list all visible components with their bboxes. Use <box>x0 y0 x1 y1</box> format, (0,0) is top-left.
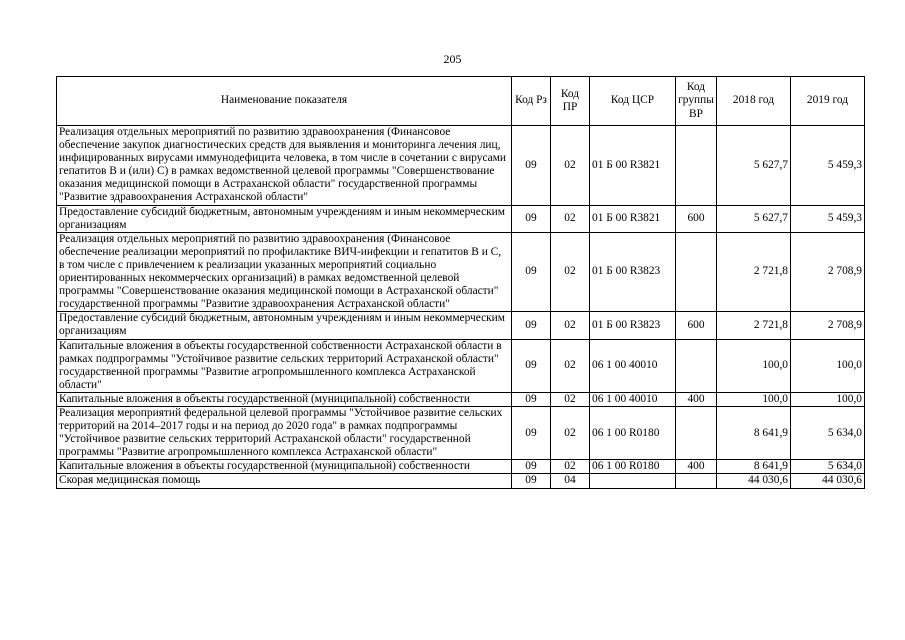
row-2019: 100,0 <box>791 339 865 392</box>
row-2018: 8 641,9 <box>717 406 791 459</box>
row-pr: 02 <box>551 392 590 406</box>
row-name: Капитальные вложения в объекты государственной собственности Астраханской области в рамках подпрограммы "Устойчивое развитие сельских территорий Астраханской области" государственной программы "Развитие агропромышленного комплекса Астраханской области" <box>57 339 512 392</box>
row-csr <box>590 474 676 488</box>
row-rz: 09 <box>512 474 551 488</box>
row-csr: 01 Б 00 R3823 <box>590 232 676 312</box>
row-name: Предоставление субсидий бюджетным, автономным учреждениям и иным некоммерческим организациям <box>57 205 512 232</box>
row-2018: 2 721,8 <box>717 232 791 312</box>
header-pr: Код ПР <box>551 77 590 126</box>
table-row <box>57 126 865 206</box>
row-2018: 8 641,9 <box>717 460 791 474</box>
row-name: Скорая медицинская помощь <box>57 474 512 488</box>
table-header-row <box>57 77 865 126</box>
row-csr: 06 1 00 R0180 <box>590 406 676 459</box>
row-pr: 02 <box>551 312 590 339</box>
table-row <box>57 474 865 488</box>
row-2019: 5 459,3 <box>791 205 865 232</box>
table-row <box>57 392 865 406</box>
row-pr: 02 <box>551 339 590 392</box>
row-2019: 100,0 <box>791 392 865 406</box>
table-row <box>57 406 865 459</box>
row-csr: 06 1 00 40010 <box>590 392 676 406</box>
row-rz: 09 <box>512 232 551 312</box>
row-rz: 09 <box>512 312 551 339</box>
header-name: Наименование показателя <box>57 77 512 126</box>
budget-table <box>56 76 865 489</box>
table-row <box>57 205 865 232</box>
row-name: Капитальные вложения в объекты государственной (муниципальной) собственности <box>57 460 512 474</box>
header-2018: 2018 год <box>717 77 791 126</box>
row-rz: 09 <box>512 126 551 206</box>
row-2018: 5 627,7 <box>717 205 791 232</box>
row-csr: 06 1 00 40010 <box>590 339 676 392</box>
header-vr: Код группы ВР <box>676 77 717 126</box>
row-name: Реализация отдельных мероприятий по развитию здравоохранения (Финансовое обеспечение закупок диагностических средств для выявления и мониторинга лечения лиц, инфицированных вирусами иммунодефицита человека, в том числе в сочетании с вирусами гепатитов В и (или) С) в рамках ведомственной целевой программы "Совершенствование оказания медицинской помощи в Астраханской области" государственной программы "Развитие здравоохранения Астраханской области" <box>57 126 512 206</box>
row-2018: 100,0 <box>717 392 791 406</box>
row-pr: 02 <box>551 232 590 312</box>
row-vr <box>676 406 717 459</box>
table-row <box>57 339 865 392</box>
row-2019: 2 708,9 <box>791 232 865 312</box>
row-2019: 5 459,3 <box>791 126 865 206</box>
header-2019: 2019 год <box>791 77 865 126</box>
page-number: 205 <box>443 52 462 66</box>
row-2018: 100,0 <box>717 339 791 392</box>
row-2018: 5 627,7 <box>717 126 791 206</box>
header-rz: Код Рз <box>512 77 551 126</box>
row-pr: 04 <box>551 474 590 488</box>
row-rz: 09 <box>512 406 551 459</box>
row-rz: 09 <box>512 205 551 232</box>
table-row <box>57 460 865 474</box>
row-vr <box>676 474 717 488</box>
row-name: Капитальные вложения в объекты государственной (муниципальной) собственности <box>57 392 512 406</box>
row-vr: 400 <box>676 460 717 474</box>
row-name: Реализация мероприятий федеральной целевой программы "Устойчивое развитие сельских территорий на 2014–2017 годы и на период до 2020 года" в рамках подпрограммы "Устойчивое развитие сельских территорий Астраханской области" государственной программы "Развитие агропромышленного комплекса Астраханской области" <box>57 406 512 459</box>
row-vr: 600 <box>676 312 717 339</box>
row-pr: 02 <box>551 126 590 206</box>
row-csr: 01 Б 00 R3821 <box>590 126 676 206</box>
row-vr <box>676 339 717 392</box>
row-csr: 06 1 00 R0180 <box>590 460 676 474</box>
table-row <box>57 312 865 339</box>
row-2018: 44 030,6 <box>717 474 791 488</box>
row-2019: 5 634,0 <box>791 406 865 459</box>
row-2019: 2 708,9 <box>791 312 865 339</box>
row-rz: 09 <box>512 392 551 406</box>
header-csr: Код ЦСР <box>590 77 676 126</box>
row-2018: 2 721,8 <box>717 312 791 339</box>
row-name: Реализация отдельных мероприятий по развитию здравоохранения (Финансовое обеспечение реализации мероприятий по профилактике ВИЧ-инфекции и гепатитов В и С, в том числе с привлечением к реализации указанных мероприятий социально ориентированных некоммерческих организаций) в рамках ведомственной целевой программы "Совершенствование оказания медицинской помощи в Астраханской области" государственной программы "Развитие здравоохранения Астраханской области" <box>57 232 512 312</box>
row-vr: 600 <box>676 205 717 232</box>
row-pr: 02 <box>551 205 590 232</box>
row-name: Предоставление субсидий бюджетным, автономным учреждениям и иным некоммерческим организациям <box>57 312 512 339</box>
row-vr <box>676 126 717 206</box>
row-2019: 44 030,6 <box>791 474 865 488</box>
table-row <box>57 232 865 312</box>
row-pr: 02 <box>551 460 590 474</box>
row-pr: 02 <box>551 406 590 459</box>
row-2019: 5 634,0 <box>791 460 865 474</box>
row-csr: 01 Б 00 R3823 <box>590 312 676 339</box>
row-vr: 400 <box>676 392 717 406</box>
row-rz: 09 <box>512 460 551 474</box>
row-csr: 01 Б 00 R3821 <box>590 205 676 232</box>
row-rz: 09 <box>512 339 551 392</box>
row-vr <box>676 232 717 312</box>
